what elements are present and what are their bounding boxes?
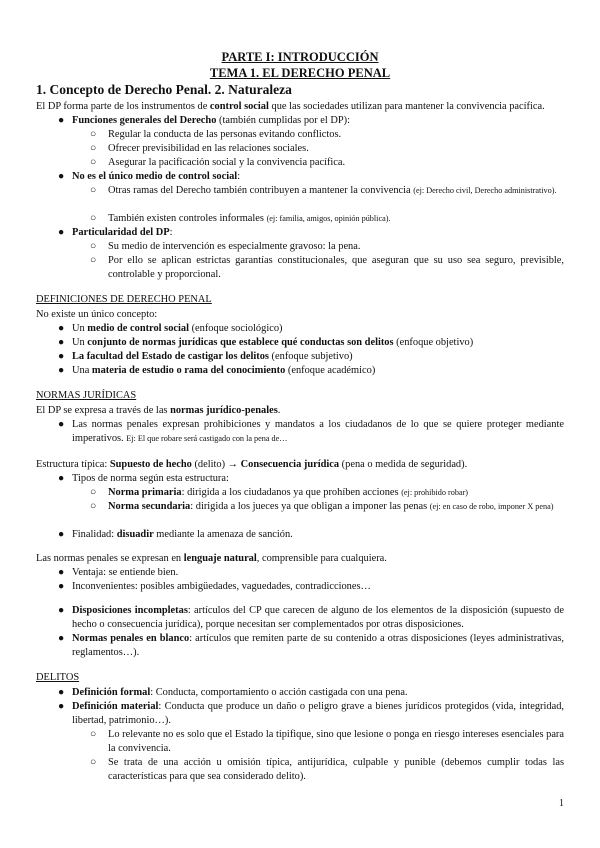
intro-paragraph: El DP forma parte de los instrumentos de control social que las sociedades utilizan para mantener la convivencia pacífica. xyxy=(36,101,545,112)
funciones-sub-3: Asegurar la pacificación social y la convivencia pacífica. xyxy=(108,157,346,168)
bullet-dot: ● xyxy=(58,365,65,376)
bullet-dot: ● xyxy=(58,351,65,362)
bullet-dot: ● xyxy=(58,701,65,712)
section-heading: 1. Concepto de Derecho Penal. 2. Naturaleza xyxy=(36,82,292,97)
bullet-dot: ● xyxy=(58,473,65,484)
finalidad: Finalidad: disuadir mediante la amenaza de sanción. xyxy=(72,529,293,540)
definicion-item: Un conjunto de normas jurídicas que establece qué conductas son delitos (enfoque objetivo) xyxy=(72,337,474,348)
particularidad-sub-2: Por ello se aplican estrictas garantías constitucionales, que aseguran que su uso sea seguro, previsible, controlable y proporcional. xyxy=(108,255,564,281)
circle-bullet: ○ xyxy=(90,255,97,266)
bullet-dot: ● xyxy=(58,529,65,540)
inconvenientes: Inconvenientes: posibles ambigüedades, vaguedades, contradicciones… xyxy=(72,581,371,592)
no-unico-item: No es el único medio de control social: xyxy=(72,171,241,182)
ventaja: Ventaja: se entiende bien. xyxy=(72,567,179,578)
definiciones-title: DEFINICIONES DE DERECHO PENAL xyxy=(36,294,212,305)
funciones-sub-2: Ofrecer previsibilidad en las relaciones sociales. xyxy=(108,143,309,154)
bullet-dot: ● xyxy=(58,171,65,182)
circle-bullet: ○ xyxy=(90,487,97,498)
bullet-dot: ● xyxy=(58,605,65,616)
delitos-title: DELITOS xyxy=(36,672,80,683)
funciones-item: Funciones generales del Derecho (también cumplidas por el DP): xyxy=(72,115,350,126)
circle-bullet: ○ xyxy=(90,241,97,252)
bullet-dot: ● xyxy=(58,227,65,238)
definicion-formal: Definición formal: Conducta, comportamiento o acción castigada con una pena. xyxy=(72,687,408,698)
circle-bullet: ○ xyxy=(90,129,97,140)
norma-primaria: Norma primaria: dirigida a los ciudadanos ya que prohíben acciones (ej: prohibido robar) xyxy=(108,487,469,498)
definicion-item: Una materia de estudio o rama del conocimiento (enfoque académico) xyxy=(72,365,376,376)
definicion-item: La facultad del Estado de castigar los delitos (enfoque subjetivo) xyxy=(72,351,353,362)
disposiciones-incompletas: Disposiciones incompletas: artículos del CP que carecen de alguno de los elementos de la disposición (supuesto de hecho o consecuencia jurídica), porque necesitan ser complementados por otras disposiciones. xyxy=(72,605,564,631)
bullet-dot: ● xyxy=(58,323,65,334)
estructura-tipica: Estructura típica: Supuesto de hecho (delito) → Consecuencia jurídica (pena o medida de seguridad). xyxy=(36,459,468,470)
definicion-item: Un medio de control social (enfoque sociológico) xyxy=(72,323,283,334)
no-unico-sub-2: También existen controles informales (ej: familia, amigos, opinión pública). xyxy=(108,213,391,224)
delitos-sub-1: Lo relevante no es solo que el Estado la tipifique, sino que lesione o ponga en riesgo intereses esenciales para la convivencia. xyxy=(108,729,564,755)
circle-bullet: ○ xyxy=(90,143,97,154)
circle-bullet: ○ xyxy=(90,185,97,196)
bullet-dot: ● xyxy=(58,581,65,592)
definiciones-lead: No existe un único concepto: xyxy=(36,309,158,320)
funciones-sub-1: Regular la conducta de las personas evitando conflictos. xyxy=(108,129,342,140)
part-title: PARTE I: INTRODUCCIÓN xyxy=(221,50,379,64)
normas-lead: El DP se expresa a través de las normas jurídico-penales. xyxy=(36,405,281,416)
page-number: 1 xyxy=(559,798,564,809)
definicion-material: Definición material: Conducta que produce un daño o peligro grave a bienes jurídicos protegidos (vida, integridad, libertad, patrimonio…). xyxy=(72,701,565,727)
bullet-dot: ● xyxy=(58,633,65,644)
normas-en-blanco: Normas penales en blanco: artículos que remiten parte de su contenido a otras disposiciones (leyes administrativas, reglamentos…). xyxy=(72,633,564,659)
tema-title: TEMA 1. EL DERECHO PENAL xyxy=(209,66,391,80)
no-unico-sub-1: Otras ramas del Derecho también contribuyen a mantener la convivencia (ej: Derecho civil, Derecho administrativo). xyxy=(108,185,557,196)
delitos-sub-2: Se trata de una acción u omisión típica, antijurídica, culpable y punible (debemos cumplir todas las características para que sea considerado delito). xyxy=(108,757,564,783)
circle-bullet: ○ xyxy=(90,157,97,168)
tipos-norma: Tipos de norma según esta estructura: xyxy=(72,473,229,484)
circle-bullet: ○ xyxy=(90,729,97,740)
particularidad-sub-1: Su medio de intervención es especialmente gravoso: la pena. xyxy=(108,241,361,252)
circle-bullet: ○ xyxy=(90,501,97,512)
bullet-dot: ● xyxy=(58,337,65,348)
normas-bullet-1: Las normas penales expresan prohibiciones y mandatos a los ciudadanos de lo que se quiere proteger mediante imperativos. Ej: El que robare será castigado con la pena de… xyxy=(72,419,564,445)
document-page xyxy=(36,0,564,848)
circle-bullet: ○ xyxy=(90,213,97,224)
bullet-dot: ● xyxy=(58,567,65,578)
circle-bullet: ○ xyxy=(90,757,97,768)
norma-secundaria: Norma secundaria: dirigida a los jueces ya que obligan a imponer las penas (ej: en caso de robo, imponer X pena) xyxy=(108,501,554,512)
lenguaje-natural: Las normas penales se expresan en lenguaje natural, comprensible para cualquiera. xyxy=(36,553,387,564)
bullet-dot: ● xyxy=(58,687,65,698)
normas-title: NORMAS JURÍDICAS xyxy=(36,390,137,401)
bullet-dot: ● xyxy=(58,419,65,430)
particularidad-item: Particularidad del DP: xyxy=(72,227,173,238)
bullet-dot: ● xyxy=(58,115,65,126)
